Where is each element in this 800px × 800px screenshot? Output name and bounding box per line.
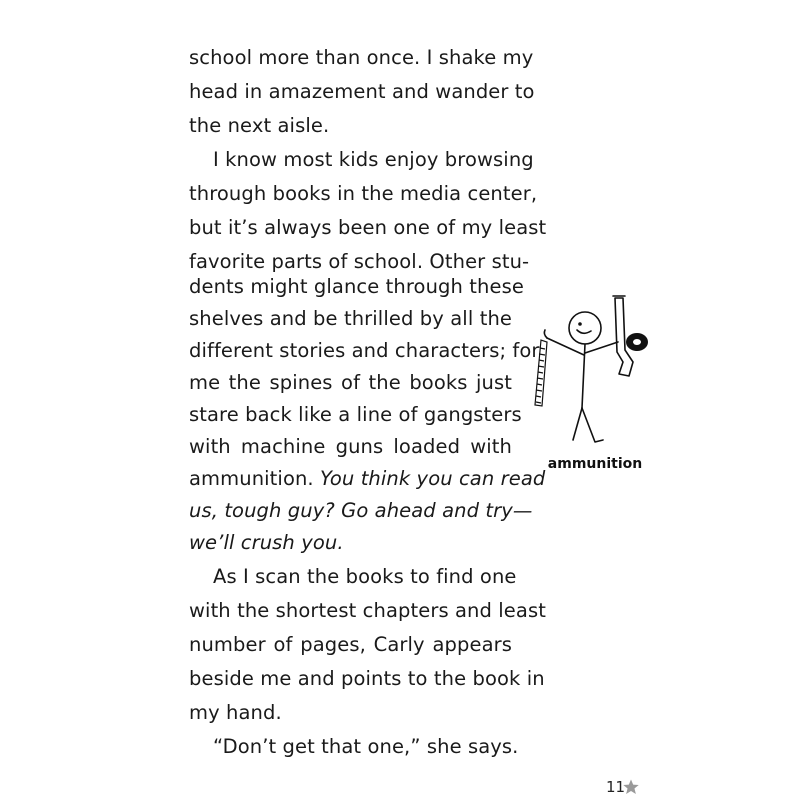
page-number: 11: [606, 778, 626, 796]
text-italic: You think you can read: [320, 467, 546, 490]
text-line: me the spines of the books just: [189, 371, 512, 394]
star-icon: [622, 778, 640, 796]
text-line: head in amazement and wander to: [189, 80, 535, 103]
text-line: the next aisle.: [189, 114, 330, 137]
text-line: but it’s always been one of my least: [189, 216, 547, 239]
text-line: favorite parts of school. Other stu-: [189, 250, 530, 273]
text-line: shelves and be thrilled by all the: [189, 307, 512, 330]
text-line: my hand.: [189, 701, 282, 724]
text-line: different stories and characters; for: [189, 339, 540, 362]
text-roman: ammunition.: [189, 467, 321, 490]
text-line: school more than once. I shake my: [189, 46, 534, 69]
text-line: As I scan the books to find one: [213, 565, 517, 588]
text-line: through books in the media center,: [189, 182, 538, 205]
text-line: beside me and points to the book in: [189, 667, 545, 690]
text-line: number of pages, Carly appears: [189, 633, 512, 656]
text-line: with the shortest chapters and least: [189, 599, 546, 622]
text-line: [189, 467, 546, 491]
text-line: I know most kids enjoy browsing: [213, 148, 534, 171]
text-line: stare back like a line of gangsters: [189, 403, 522, 426]
illustration-caption: ammunition: [547, 456, 643, 472]
text-line-italic: us, tough guy? Go ahead and try—: [189, 499, 533, 522]
stick-figure-with-ammo-belt-drawing: [525, 290, 670, 450]
text-line: dents might glance through these: [189, 275, 524, 298]
text-line-italic: we’ll crush you.: [189, 531, 344, 554]
text-line: “Don’t get that one,” she says.: [213, 735, 519, 758]
text-line: with machine guns loaded with: [189, 435, 512, 458]
